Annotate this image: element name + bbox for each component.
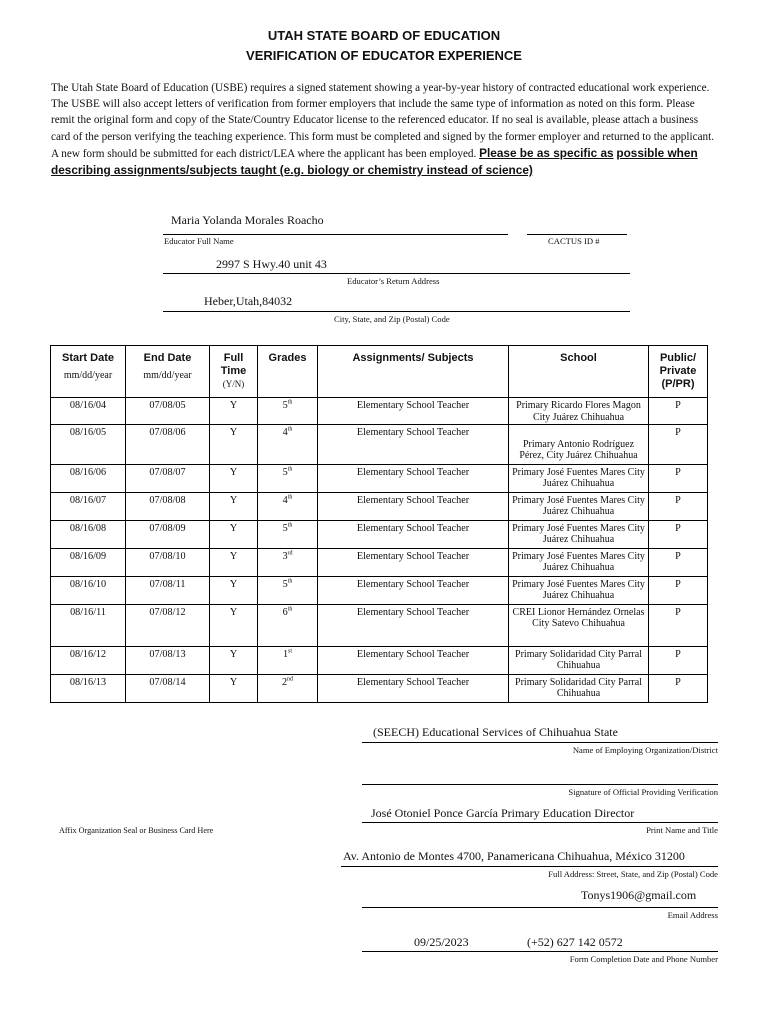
table-row bbox=[51, 646, 708, 674]
assignment-cell: Elementary School Teacher bbox=[318, 492, 509, 520]
official-name-label: Print Name and Title bbox=[646, 825, 718, 835]
employer-address-label: Full Address: Street, State, and Zip (Postal) Code bbox=[548, 869, 718, 879]
header-grades: Grades bbox=[258, 346, 318, 398]
start-date-cell: 08/16/08 bbox=[51, 520, 126, 548]
grade-cell bbox=[258, 464, 318, 492]
table-row bbox=[51, 674, 708, 702]
table-row bbox=[51, 398, 708, 425]
grade-suffix: th bbox=[287, 522, 293, 529]
phone-value: (+52) 627 142 0572 bbox=[527, 935, 623, 949]
intro-bold-2: possible when describing assignments/subjects taught (e.g. biology or chemistry instead of science) bbox=[51, 145, 698, 178]
grade-suffix: rd bbox=[287, 550, 293, 557]
signature-label: Signature of Official Providing Verification bbox=[568, 787, 718, 797]
educator-name-line bbox=[163, 234, 508, 235]
grade-cell bbox=[258, 492, 318, 520]
assignment-cell: Elementary School Teacher bbox=[318, 604, 509, 646]
employer-org-value: (SEECH) Educational Services of Chihuahua State bbox=[373, 725, 618, 739]
end-date-cell: 07/08/06 bbox=[126, 424, 210, 464]
header-assignments: Assignments/ Subjects bbox=[318, 346, 509, 398]
grade-suffix: th bbox=[287, 494, 293, 501]
assignment-cell: Elementary School Teacher bbox=[318, 464, 509, 492]
assignment-cell: Elementary School Teacher bbox=[318, 646, 509, 674]
end-date-cell: 07/08/11 bbox=[126, 576, 210, 604]
grade-suffix: th bbox=[287, 466, 293, 473]
header-public-private: Public/ Private (P/PR) bbox=[649, 346, 708, 398]
grade-number: 5 bbox=[282, 522, 288, 534]
end-date-cell: 07/08/14 bbox=[126, 674, 210, 702]
public-private-cell: P bbox=[649, 464, 708, 492]
grade-suffix: th bbox=[287, 426, 293, 433]
grade-cell bbox=[258, 576, 318, 604]
date-phone-line bbox=[362, 951, 718, 952]
educator-city-label: City, State, and Zip (Postal) Code bbox=[334, 314, 450, 324]
grade-number: 6 bbox=[282, 606, 288, 618]
cactus-id-label: CACTUS ID # bbox=[548, 236, 600, 246]
grade-cell bbox=[258, 604, 318, 646]
educator-name-label: Educator Full Name bbox=[164, 236, 234, 246]
full-time-cell: Y bbox=[210, 464, 258, 492]
grade-number: 5 bbox=[282, 400, 288, 411]
email-line bbox=[362, 907, 718, 908]
educator-name-value: Maria Yolanda Morales Roacho bbox=[171, 213, 324, 227]
grade-cell bbox=[258, 520, 318, 548]
end-date-cell: 07/08/09 bbox=[126, 520, 210, 548]
grade-suffix: th bbox=[287, 399, 293, 406]
assignment-cell: Elementary School Teacher bbox=[318, 576, 509, 604]
start-date-cell: 08/16/05 bbox=[51, 424, 126, 464]
start-date-cell: 08/16/13 bbox=[51, 674, 126, 702]
end-date-cell: 07/08/12 bbox=[126, 604, 210, 646]
public-private-cell: P bbox=[649, 576, 708, 604]
grade-cell bbox=[258, 674, 318, 702]
full-time-cell: Y bbox=[210, 604, 258, 646]
header-end-date: End Date mm/dd/year bbox=[126, 346, 210, 398]
intro-bold-1: Please be as specific as bbox=[479, 145, 614, 160]
school-cell: Primary José Fuentes Mares City Juárez Chihuahua bbox=[509, 464, 649, 492]
assignment-cell: Elementary School Teacher bbox=[318, 398, 509, 425]
end-date-cell: 07/08/10 bbox=[126, 548, 210, 576]
public-private-cell: P bbox=[649, 674, 708, 702]
official-name-line bbox=[362, 822, 718, 823]
grade-number: 4 bbox=[282, 494, 288, 506]
full-time-cell: Y bbox=[210, 492, 258, 520]
public-private-cell: P bbox=[649, 398, 708, 425]
assignment-cell: Elementary School Teacher bbox=[318, 424, 509, 464]
grade-number: 5 bbox=[282, 466, 288, 478]
signature-line bbox=[362, 784, 718, 785]
full-time-cell: Y bbox=[210, 576, 258, 604]
school-cell: Primary José Fuentes Mares City Juárez Chihuahua bbox=[509, 520, 649, 548]
grade-number: 4 bbox=[282, 426, 288, 438]
grade-suffix: nd bbox=[287, 676, 294, 683]
grade-cell bbox=[258, 424, 318, 464]
employer-org-label: Name of Employing Organization/District bbox=[572, 745, 718, 755]
school-cell: CREI Lionor Hernández Ornelas City Satevo Chihuahua bbox=[509, 604, 649, 646]
form-title: UTAH STATE BOARD OF EDUCATION bbox=[267, 28, 501, 43]
grade-cell bbox=[258, 548, 318, 576]
table-header-row bbox=[51, 346, 708, 398]
public-private-cell: P bbox=[649, 646, 708, 674]
school-cell: Primary Antonio Rodríguez Pérez, City Juárez Chihuahua bbox=[509, 424, 649, 464]
table-row bbox=[51, 520, 708, 548]
grade-number: 3 bbox=[282, 550, 288, 562]
header-full-time: Full Time (Y/N) bbox=[210, 346, 258, 398]
school-cell: Primary José Fuentes Mares City Juárez Chihuahua bbox=[509, 576, 649, 604]
school-cell: Primary Ricardo Flores Magon City Juárez Chihuahua bbox=[509, 398, 649, 425]
start-date-cell: 08/16/07 bbox=[51, 492, 126, 520]
experience-table bbox=[50, 345, 708, 703]
grade-number: 1 bbox=[282, 648, 289, 660]
header-start-date: Start Date mm/dd/year bbox=[51, 346, 126, 398]
start-date-cell: 08/16/10 bbox=[51, 576, 126, 604]
intro-text: The Utah State Board of Education (USBE) requires a signed statement showing a year-by-year history of contracted educational work experience. The USBE will also accept letters of verification from former employers that include the same type of information as noted on this form. Please remit the original form and copy of the State/Country Educator license to the referenced educator. If no seal is available, please attach a business card of the person verifying the teaching experience. This form must be completed and signed by the former employer and returned to the applicant. A new form should be submitted for each district/LEA where the applicant has been employed. bbox=[51, 82, 715, 160]
full-time-cell: Y bbox=[210, 674, 258, 702]
full-time-cell: Y bbox=[210, 520, 258, 548]
assignment-cell: Elementary School Teacher bbox=[318, 520, 509, 548]
end-date-cell: 07/08/05 bbox=[126, 398, 210, 425]
start-date-cell: 08/16/04 bbox=[51, 398, 126, 425]
grade-suffix: th bbox=[287, 578, 293, 585]
school-cell: Primary José Fuentes Mares City Juárez Chihuahua bbox=[509, 548, 649, 576]
employer-address-value: Av. Antonio de Montes 4700, Panamericana Chihuahua, México 31200 bbox=[343, 849, 685, 863]
educator-city-line bbox=[163, 311, 630, 312]
date-phone-label: Form Completion Date and Phone Number bbox=[569, 954, 718, 964]
grade-cell bbox=[258, 646, 318, 674]
grade-suffix: st bbox=[288, 648, 293, 655]
educator-address-value: 2997 S Hwy.40 unit 43 bbox=[216, 257, 327, 271]
email-value: Tonys1906@gmail.com bbox=[581, 888, 697, 902]
table-row bbox=[51, 424, 708, 464]
official-name-title-value: José Otoniel Ponce García Primary Education Director bbox=[371, 806, 635, 820]
public-private-cell: P bbox=[649, 520, 708, 548]
start-date-cell: 08/16/12 bbox=[51, 646, 126, 674]
public-private-cell: P bbox=[649, 424, 708, 464]
table-row bbox=[51, 604, 708, 646]
header-school: School bbox=[509, 346, 649, 398]
start-date-cell: 08/16/09 bbox=[51, 548, 126, 576]
full-time-cell: Y bbox=[210, 424, 258, 464]
intro-paragraph bbox=[51, 80, 719, 179]
public-private-cell: P bbox=[649, 492, 708, 520]
start-date-cell: 08/16/11 bbox=[51, 604, 126, 646]
assignment-cell: Elementary School Teacher bbox=[318, 674, 509, 702]
cactus-id-line bbox=[527, 234, 627, 235]
grade-number: 2 bbox=[281, 676, 288, 688]
public-private-cell: P bbox=[649, 548, 708, 576]
employer-org-line bbox=[362, 742, 718, 743]
email-label: Email Address bbox=[667, 910, 718, 920]
full-time-cell: Y bbox=[210, 646, 258, 674]
table-row bbox=[51, 576, 708, 604]
grade-number: 5 bbox=[282, 578, 288, 590]
full-time-cell: Y bbox=[210, 548, 258, 576]
educator-address-label: Educator’s Return Address bbox=[347, 276, 440, 286]
seal-label: Affix Organization Seal or Business Card Here bbox=[59, 826, 214, 835]
assignment-cell: Elementary School Teacher bbox=[318, 548, 509, 576]
school-cell: Primary Solidaridad City Parral Chihuahua bbox=[509, 646, 649, 674]
table-row bbox=[51, 492, 708, 520]
end-date-cell: 07/08/13 bbox=[126, 646, 210, 674]
educator-city-value: Heber,Utah,84032 bbox=[204, 294, 293, 308]
completion-date-value: 09/25/2023 bbox=[414, 935, 469, 949]
table-row bbox=[51, 464, 708, 492]
educator-address-line bbox=[163, 273, 630, 274]
grade-cell bbox=[258, 398, 318, 425]
school-cell: Primary José Fuentes Mares City Juárez Chihuahua bbox=[509, 492, 649, 520]
public-private-cell: P bbox=[649, 604, 708, 646]
end-date-cell: 07/08/07 bbox=[126, 464, 210, 492]
employer-address-line bbox=[341, 866, 718, 867]
table-row bbox=[51, 548, 708, 576]
form-subtitle: VERIFICATION OF EDUCATOR EXPERIENCE bbox=[246, 48, 522, 63]
full-time-cell: Y bbox=[210, 398, 258, 425]
end-date-cell: 07/08/08 bbox=[126, 492, 210, 520]
start-date-cell: 08/16/06 bbox=[51, 464, 126, 492]
grade-suffix: th bbox=[287, 606, 293, 613]
school-cell: Primary Solidaridad City Parral Chihuahua bbox=[509, 674, 649, 702]
